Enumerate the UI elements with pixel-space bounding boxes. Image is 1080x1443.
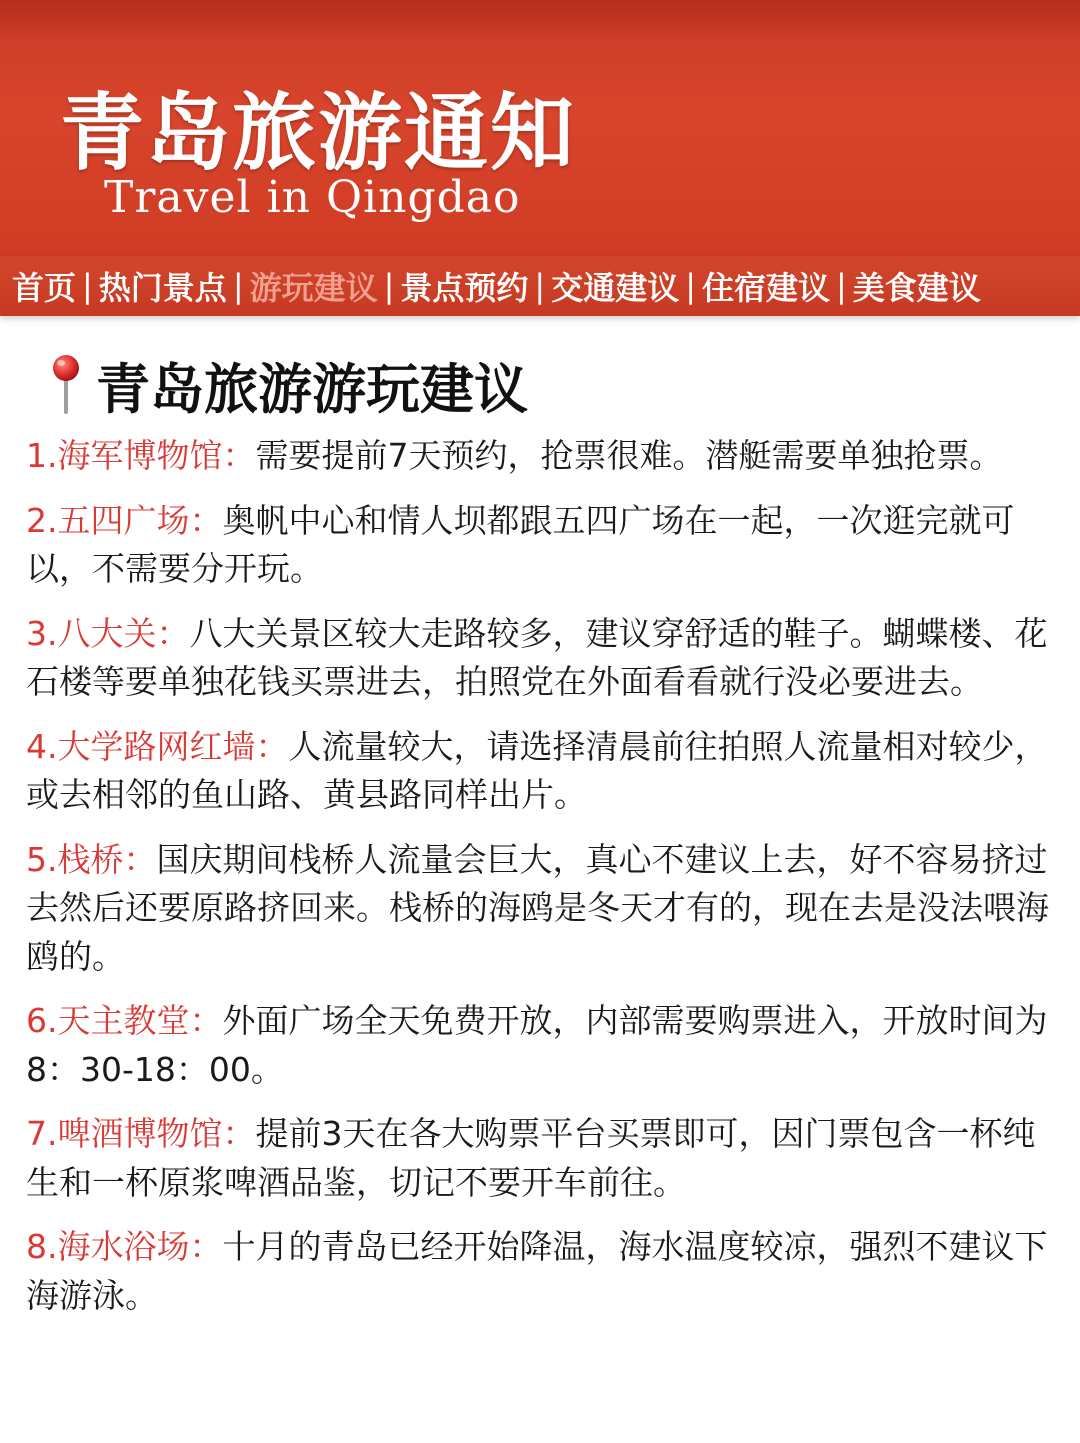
- location-pin-icon: [44, 352, 88, 418]
- tips-list: [26, 432, 1056, 1336]
- list-item: [26, 1110, 1056, 1207]
- list-item: [26, 432, 1056, 481]
- nav-item-play-tips[interactable]: 游玩建议: [249, 269, 378, 307]
- tip-label: 3.八大关：: [26, 613, 190, 653]
- tip-label: 2.五四广场：: [26, 500, 223, 540]
- nav-item-home[interactable]: 首页: [12, 269, 77, 307]
- nav-separator: |: [685, 267, 696, 305]
- list-item: [26, 1223, 1056, 1320]
- nav-separator: |: [383, 267, 395, 305]
- list-item: [26, 997, 1056, 1094]
- section-title: 青岛旅游游玩建议: [96, 357, 528, 421]
- tip-text: 人流量较大，请选择清晨前往拍照人流量相对较少，或去相邻的鱼山路、黄县路同样出片。: [26, 726, 1048, 814]
- tip-text: 奥帆中心和情人坝都跟五四广场在一起，一次逛完就可以，不需要分开玩。: [26, 500, 1015, 588]
- tip-label: 4.大学路网红墙：: [26, 726, 289, 766]
- header-banner: [0, 0, 1080, 256]
- nav-item-reservation[interactable]: 景点预约: [400, 269, 529, 307]
- section-heading: [44, 350, 528, 420]
- tip-text: 八大关景区较大走路较多，建议穿舒适的鞋子。蝴蝶楼、花石楼等要单独花钱买票进去，拍照党在外面看看就行没必要进去。: [26, 613, 1048, 701]
- nav-bar: [0, 256, 1080, 316]
- banner-subtitle: Travel in Qingdao: [104, 172, 521, 223]
- nav-separator: |: [836, 267, 847, 305]
- banner-title: 青岛旅游通知: [60, 84, 577, 182]
- nav-separator: |: [232, 267, 244, 305]
- nav-separator: |: [534, 267, 546, 305]
- tip-text: 需要提前7天预约，抢票很难。潜艇需要单独抢票。: [255, 436, 1003, 475]
- tip-text: 提前3天在各大购票平台买票即可，因门票包含一杯纯生和一杯原浆啤酒品鉴，切记不要开车前往。: [26, 1114, 1036, 1202]
- tip-label: 1.海军博物馆：: [26, 436, 256, 475]
- nav-separator: |: [82, 267, 93, 305]
- tip-text: 国庆期间栈桥人流量会巨大，真心不建议上去，好不容易挤过去然后还要原路挤回来。栈桥的海鸥是冬天才有的，现在去是没法喂海鸥的。: [26, 839, 1049, 976]
- nav-item-transport[interactable]: 交通建议: [551, 269, 680, 307]
- tip-label: 8.海水浴场：: [26, 1227, 223, 1266]
- tip-label: 6.天主教堂：: [26, 1001, 223, 1040]
- list-item: [26, 836, 1056, 982]
- tip-label: 7.啤酒博物馆：: [26, 1114, 256, 1153]
- tip-text: 十月的青岛已经开始降温，海水温度较凉，强烈不建议下海游泳。: [26, 1227, 1048, 1315]
- tip-label: 5.栈桥：: [26, 839, 157, 879]
- nav-item-lodging[interactable]: 住宿建议: [701, 269, 830, 307]
- nav-item-food[interactable]: 美食建议: [852, 269, 981, 307]
- list-item: [26, 497, 1056, 594]
- nav-item-hot-spots[interactable]: 热门景点: [98, 269, 227, 307]
- tip-text: 外面广场全天免费开放，内部需要购票进入，开放时间为8：30-18：00。: [26, 1001, 1048, 1089]
- list-item: [26, 610, 1056, 707]
- list-item: [26, 723, 1056, 820]
